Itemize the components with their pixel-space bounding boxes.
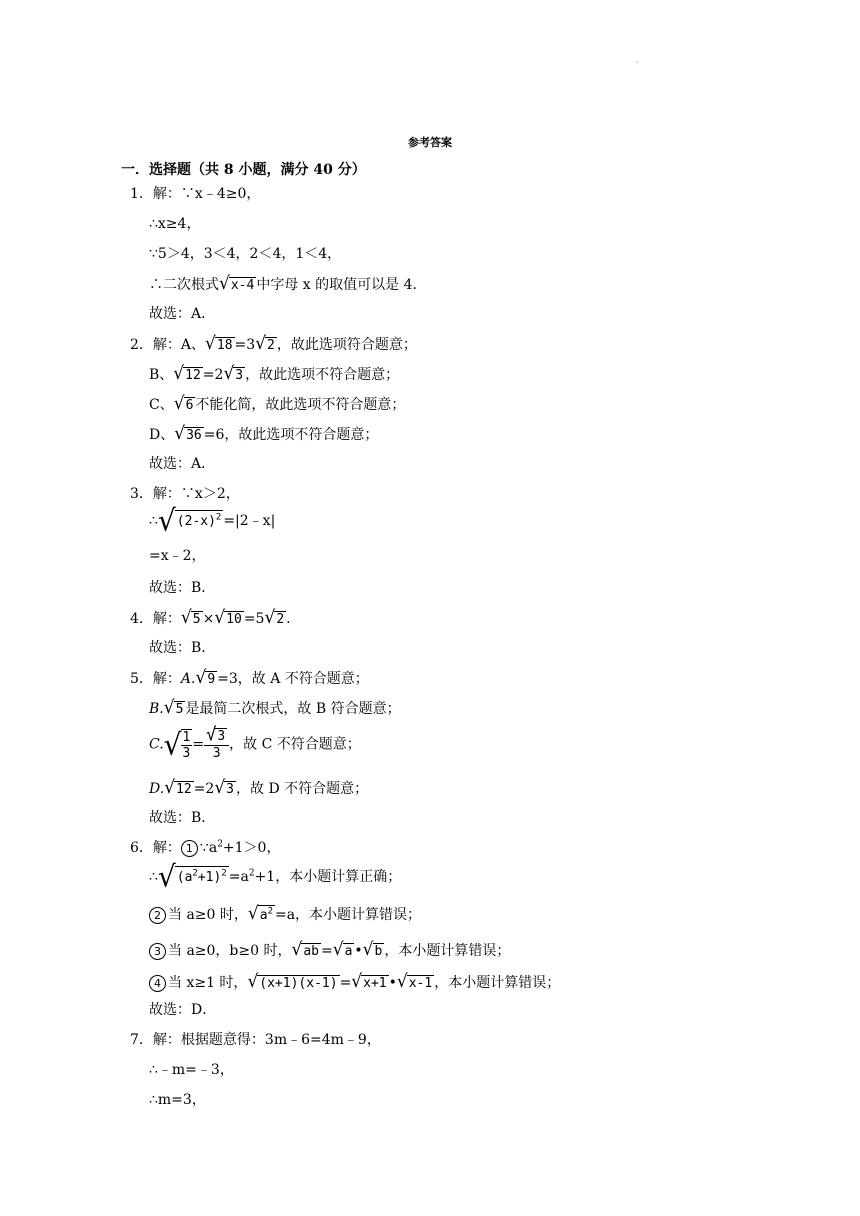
answer-2-line-a: 2．解：A、√18 =3√2 ，故此选项符合题意；: [130, 333, 417, 355]
answer-4-line-1: 4．解：√5 ×√10 =5√2 .: [130, 607, 291, 629]
answer-6-line-2: $\therefore√(a^2+1)^2 =a^2+1$，本小题计算正确；: [149, 859, 402, 894]
circled-number-2: 2: [149, 907, 166, 924]
answer-1-line-4: ∴二次根式√x-4 中字母 x 的取值可以是 4．: [149, 273, 427, 295]
answer-3-line-3: =x﹣2，: [149, 548, 206, 564]
answer-6-line-3: 2 当 a≥0 时，$√a^2 =a$，本小题计算错误；: [149, 904, 421, 925]
answer-7-line-2: ∴﹣m=﹣3，: [149, 1062, 234, 1078]
page-title: 参考答案: [408, 136, 452, 149]
circled-number-1: 1: [181, 840, 198, 857]
circled-number-3: 3: [149, 943, 166, 960]
answer-6-line-4: 3 当 a≥0，b≥0 时，√ab =√a •√b ，本小题计算错误；: [149, 940, 510, 961]
answer-1-line-2: ∴x≥4，: [149, 216, 201, 232]
answer-5-line-c: C.√ $\frac{1}{3}$ = $\frac{√3}{3}$ ，故 C 不符合题意；: [149, 724, 361, 762]
answer-3-line-2: $\therefore√(2-x)^2$ =|2﹣x|: [149, 503, 276, 538]
header-dot: ·: [636, 58, 639, 67]
answer-5-line-b: B.√5 是最简二次根式，故 B 符合题意；: [149, 697, 401, 719]
answer-7-line-3: ∴m=3，: [149, 1092, 206, 1108]
answer-3-line-1: 3．解：∵x＞2，: [130, 486, 240, 502]
section-heading: 一．选择题（共 8 小题，满分 40 分）: [121, 162, 366, 178]
answer-6-line-1: 6．解： 1 $\because a^2+1>0$，: [130, 839, 281, 856]
answer-6-line-5: 4 当 x≥1 时，√(x+1)(x-1) =√x+1 •√x-1 ，本小题计算错误；: [149, 972, 560, 993]
answer-1-select: 故选：A．: [149, 306, 216, 322]
circled-number-4: 4: [149, 975, 166, 992]
answer-2-line-b: B、√12 =2√3 ，故此选项不符合题意；: [149, 363, 400, 385]
answer-5-line-a: 5．解：A.√9 =3，故 A 不符合题意；: [130, 667, 369, 689]
answer-6-select: 故选：D．: [149, 1002, 217, 1018]
answer-7-line-1: 7．解：根据题意得：3m﹣6=4m﹣9，: [130, 1032, 381, 1048]
answer-3-select: 故选：B．: [149, 580, 216, 596]
answer-5-line-d: D.√12 =2√3 ，故 D 不符合题意；: [149, 777, 369, 799]
answer-5-select: 故选：B．: [149, 810, 216, 826]
answer-2-select: 故选：A．: [149, 456, 216, 472]
answer-1-line-3: ∵5＞4，3＜4，2＜4，1＜4，: [149, 246, 342, 262]
answer-4-select: 故选：B．: [149, 640, 216, 656]
answer-1-line-1: 1．解：∵x﹣4≥0，: [130, 186, 261, 202]
answer-2-line-c: C、√6 不能化简，故此选项不符合题意；: [149, 393, 406, 415]
answer-2-line-d: D、√36 =6，故此选项不符合题意；: [149, 423, 379, 445]
